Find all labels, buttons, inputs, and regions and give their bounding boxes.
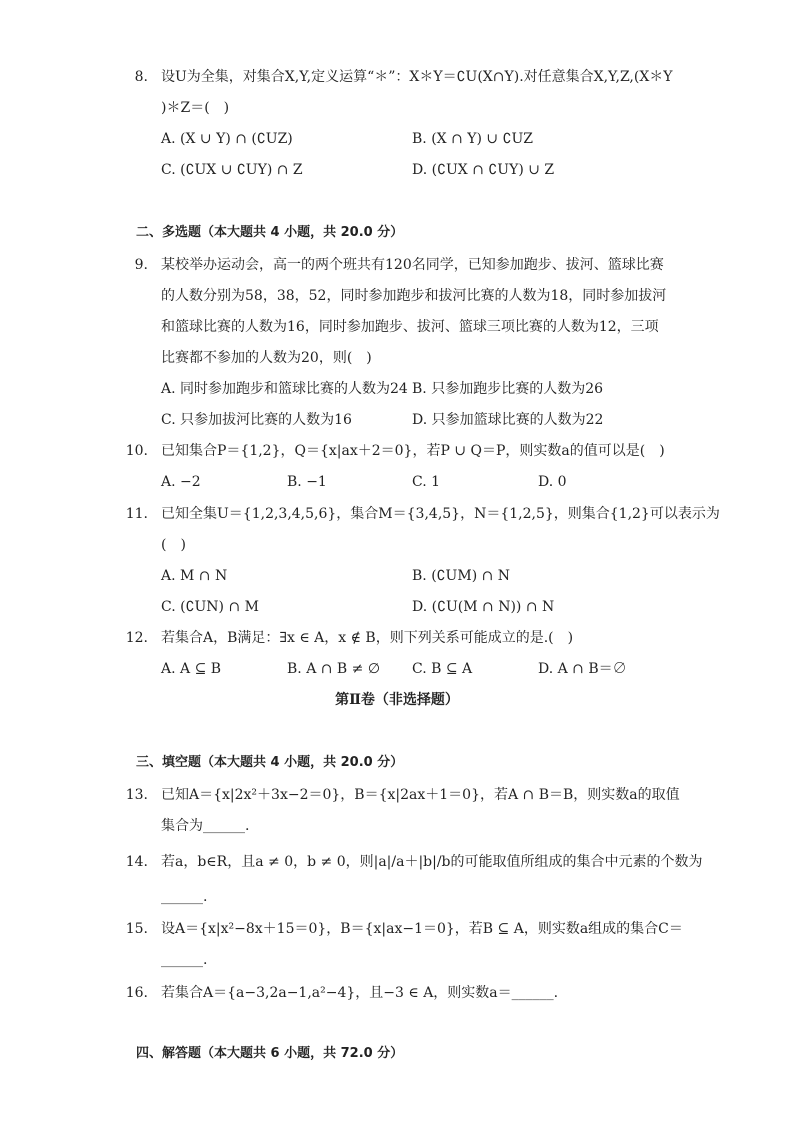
q8-option-d: D. (∁UX ∩ ∁UY) ∪ Z: [412, 162, 555, 178]
q8-option-b: B. (X ∩ Y) ∪ ∁UZ: [412, 131, 534, 147]
section-answer-header: 四、解答题（本大题共 6 小题，共 72.0 分）: [136, 1046, 404, 1061]
q11-option-a: A. M ∩ N: [161, 568, 228, 584]
q16-number: 16.: [125, 985, 148, 1001]
q10-stem-line1: 已知集合P＝{1,2}，Q＝{x|ax＋2＝0}，若P ∪ Q＝P，则实数a的值可以是( ): [161, 443, 665, 459]
q12-option-a: A. A ⊆ B: [161, 661, 222, 677]
q10-option-b: B. −1: [287, 474, 327, 490]
q8-stem-line2: )＊Z＝( ): [161, 100, 230, 116]
q9-stem-line2: 的人数分别为58，38，52，同时参加跑步和拔河比赛的人数为18，同时参加拔河: [161, 288, 667, 304]
q8-stem-line1: 设U为全集，对集合X,Y,定义运算“＊”：X＊Y＝∁U(X∩Y).对任意集合X,Y,Z,(X＊Y: [161, 69, 673, 85]
q14-stem-line2: ______.: [161, 889, 208, 905]
q10-option-a: A. −2: [161, 474, 201, 490]
q8-number: 8.: [134, 69, 148, 85]
q10-number: 10.: [125, 443, 148, 459]
q15-stem-line2: ______.: [161, 952, 208, 968]
q14-number: 14.: [125, 854, 148, 870]
q13-stem-line2: 集合为______.: [161, 818, 250, 834]
q12-number: 12.: [125, 630, 148, 646]
q9-option-c: C. 只参加拔河比赛的人数为16: [161, 412, 352, 428]
section-fill-in-header: 三、填空题（本大题共 4 小题，共 20.0 分）: [136, 755, 404, 770]
q12-option-b: B. A ∩ B ≠ ∅: [287, 661, 381, 677]
q11-option-c: C. (∁UN) ∩ M: [161, 599, 259, 615]
q9-option-d: D. 只参加篮球比赛的人数为22: [412, 412, 604, 428]
part-two-title: 第Ⅱ卷（非选择题）: [335, 692, 459, 708]
q12-stem-line1: 若集合A，B满足：∃x ∈ A，x ∉ B，则下列关系可能成立的是.( ): [161, 630, 574, 646]
q12-option-d: D. A ∩ B＝∅: [538, 661, 627, 677]
q9-number: 9.: [134, 257, 148, 273]
q9-option-b: B. 只参加跑步比赛的人数为26: [412, 381, 604, 397]
q14-stem-line1: 若a，b∈R，且a ≠ 0，b ≠ 0，则|a|/a＋|b|/b的可能取值所组成的集合中元素的个数为: [161, 854, 703, 870]
q8-option-c: C. (∁UX ∪ ∁UY) ∩ Z: [161, 162, 303, 178]
q10-option-d: D. 0: [538, 474, 567, 490]
q9-stem-line1: 某校举办运动会，高一的两个班共有120名同学，已知参加跑步、拔河、篮球比赛: [161, 257, 664, 273]
q15-stem-line1: 设A＝{x|x²−8x＋15＝0}，B＝{x|ax−1＝0}，若B ⊆ A，则实数a组成的集合C＝: [161, 921, 683, 937]
q13-stem-line1: 已知A＝{x|2x²＋3x−2＝0}，B＝{x|2ax＋1＝0}，若A ∩ B＝B，则实数a的取值: [161, 787, 680, 803]
q9-option-a: A. 同时参加跑步和篮球比赛的人数为24: [161, 381, 408, 397]
q8-option-a: A. (X ∪ Y) ∩ (∁UZ): [161, 131, 293, 147]
q15-number: 15.: [125, 921, 148, 937]
q11-stem-line2: ( ): [161, 537, 186, 553]
q16-stem-line1: 若集合A＝{a−3,2a−1,a²−4}，且−3 ∈ A，则实数a＝______.: [161, 985, 559, 1001]
q9-stem-line3: 和篮球比赛的人数为16，同时参加跑步、拔河、篮球三项比赛的人数为12，三项: [161, 319, 659, 335]
q12-option-c: C. B ⊆ A: [412, 661, 473, 677]
q13-number: 13.: [125, 787, 148, 803]
q11-option-d: D. (∁U(M ∩ N)) ∩ N: [412, 599, 555, 615]
q10-option-c: C. 1: [412, 474, 441, 490]
q11-option-b: B. (∁UM) ∩ N: [412, 568, 511, 584]
q9-stem-line4: 比赛都不参加的人数为20，则( ): [161, 350, 372, 366]
q11-stem-line1: 已知全集U＝{1,2,3,4,5,6}，集合M＝{3,4,5}，N＝{1,2,5}，则集合{1,2}可以表示为: [161, 506, 720, 522]
q11-number: 11.: [125, 506, 148, 522]
section-multiple-choice-header: 二、多选题（本大题共 4 小题，共 20.0 分）: [136, 225, 404, 240]
